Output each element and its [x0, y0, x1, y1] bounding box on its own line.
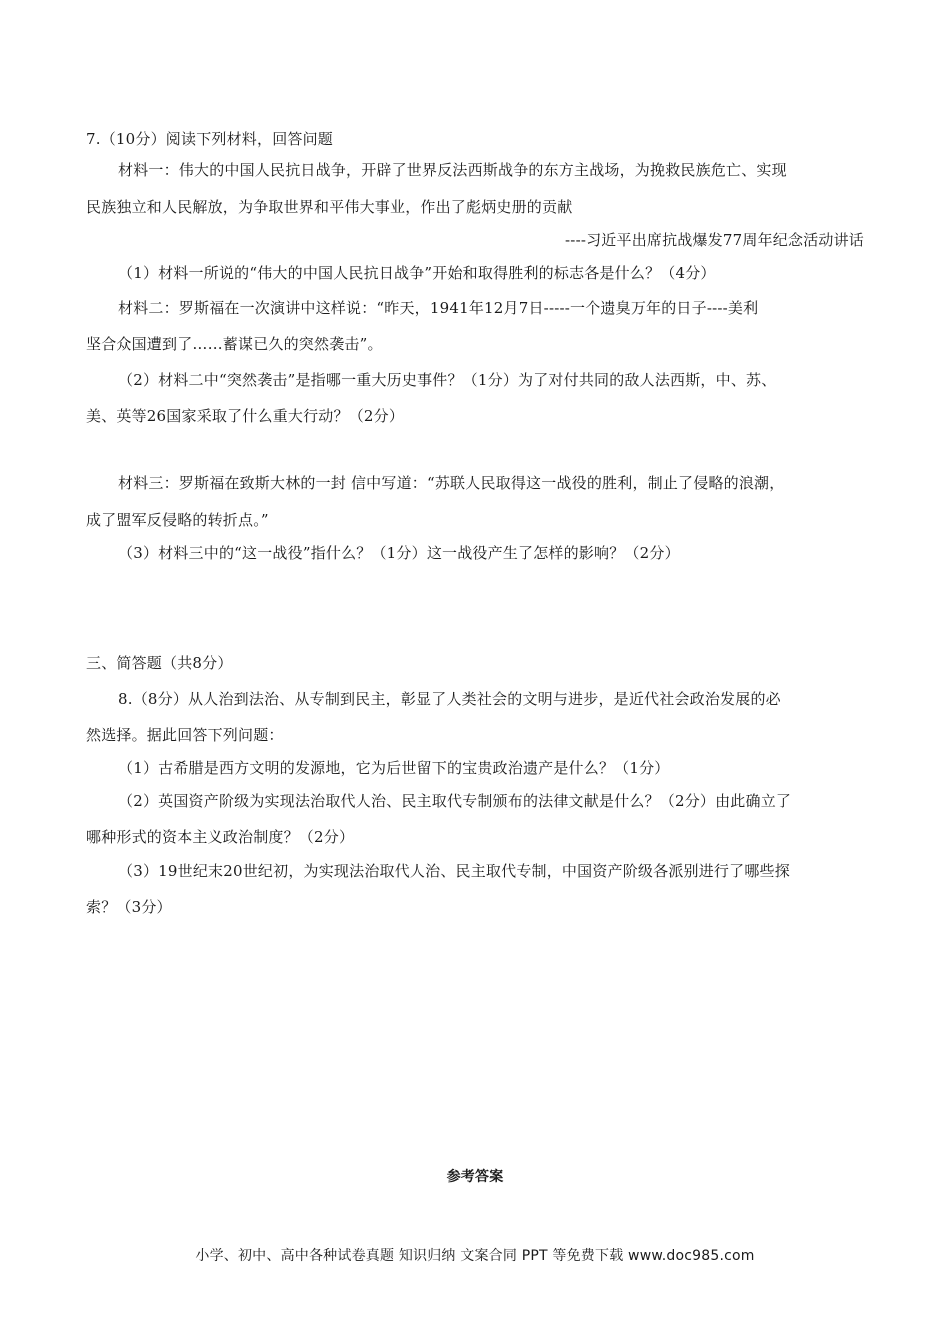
- q7-subquestion-3: （3）材料三中的“这一战役”指什么？（1分）这一战役产生了怎样的影响？（2分）: [118, 544, 680, 562]
- page-footer: 小学、初中、高中各种试卷真题 知识归纳 文案合同 PPT 等免费下载 www.doc985.com: [195, 1248, 755, 1264]
- q8-subquestion-3-line1: （3）19世纪末20世纪初，为实现法治取代人治、民主取代专制，中国资产阶级各派别进行了哪些探: [118, 862, 790, 880]
- q7-subquestion-2-line2: 美、英等26国家采取了什么重大行动？（2分）: [86, 407, 405, 425]
- q7-title: 7.（10分）阅读下列材料，回答问题: [86, 130, 333, 148]
- q7-subquestion-1: （1）材料一所说的“伟大的中国人民抗日战争”开始和取得胜利的标志各是什么？（4分）: [118, 264, 716, 282]
- q8-subquestion-3-line2: 索？（3分）: [86, 898, 172, 916]
- q8-subquestion-2-line2: 哪种形式的资本主义政治制度？（2分）: [86, 828, 355, 846]
- q7-material3-line1: 材料三：罗斯福在致斯大林的一封 信中写道：“苏联人民取得这一战役的胜利，制止了侵略的浪潮，: [118, 474, 785, 492]
- q8-intro-line2: 然选择。据此回答下列问题：: [86, 726, 284, 744]
- q7-material3-line2: 成了盟军反侵略的转折点。”: [86, 511, 269, 529]
- q7-material1-line2: 民族独立和人民解放，为争取世界和平伟大事业，作出了彪炳史册的贡献: [86, 198, 573, 216]
- q7-material1-line1: 材料一：伟大的中国人民抗日战争，开辟了世界反法西斯战争的东方主战场，为挽救民族危亡、实现: [118, 161, 787, 179]
- q7-material2-line2: 坚合众国遭到了……蓄谋已久的突然袭击”。: [86, 335, 383, 353]
- q8-subquestion-1: （1）古希腊是西方文明的发源地，它为后世留下的宝贵政治遗产是什么？（1分）: [118, 759, 670, 777]
- q8-subquestion-2-line1: （2）英国资产阶级为实现法治取代人治、民主取代专制颁布的法律文献是什么？（2分）由此确立了: [118, 792, 792, 810]
- answers-heading: 参考答案: [446, 1169, 504, 1185]
- q8-intro-line1: 8.（8分）从人治到法治、从专制到民主，彰显了人类社会的文明与进步，是近代社会政治发展的必: [118, 690, 781, 708]
- q7-material1-source: ----习近平出席抗战爆发77周年纪念活动讲话: [565, 231, 864, 249]
- q7-subquestion-2-line1: （2）材料二中“突然袭击”是指哪一重大历史事件？（1分）为了对付共同的敌人法西斯，中、苏、: [118, 371, 777, 389]
- section3-title: 三、简答题（共8分）: [86, 654, 233, 672]
- q7-material2-line1: 材料二：罗斯福在一次演讲中这样说：“昨天，1941年12月7日-----一个遗臭万年的日子----美利: [118, 299, 759, 317]
